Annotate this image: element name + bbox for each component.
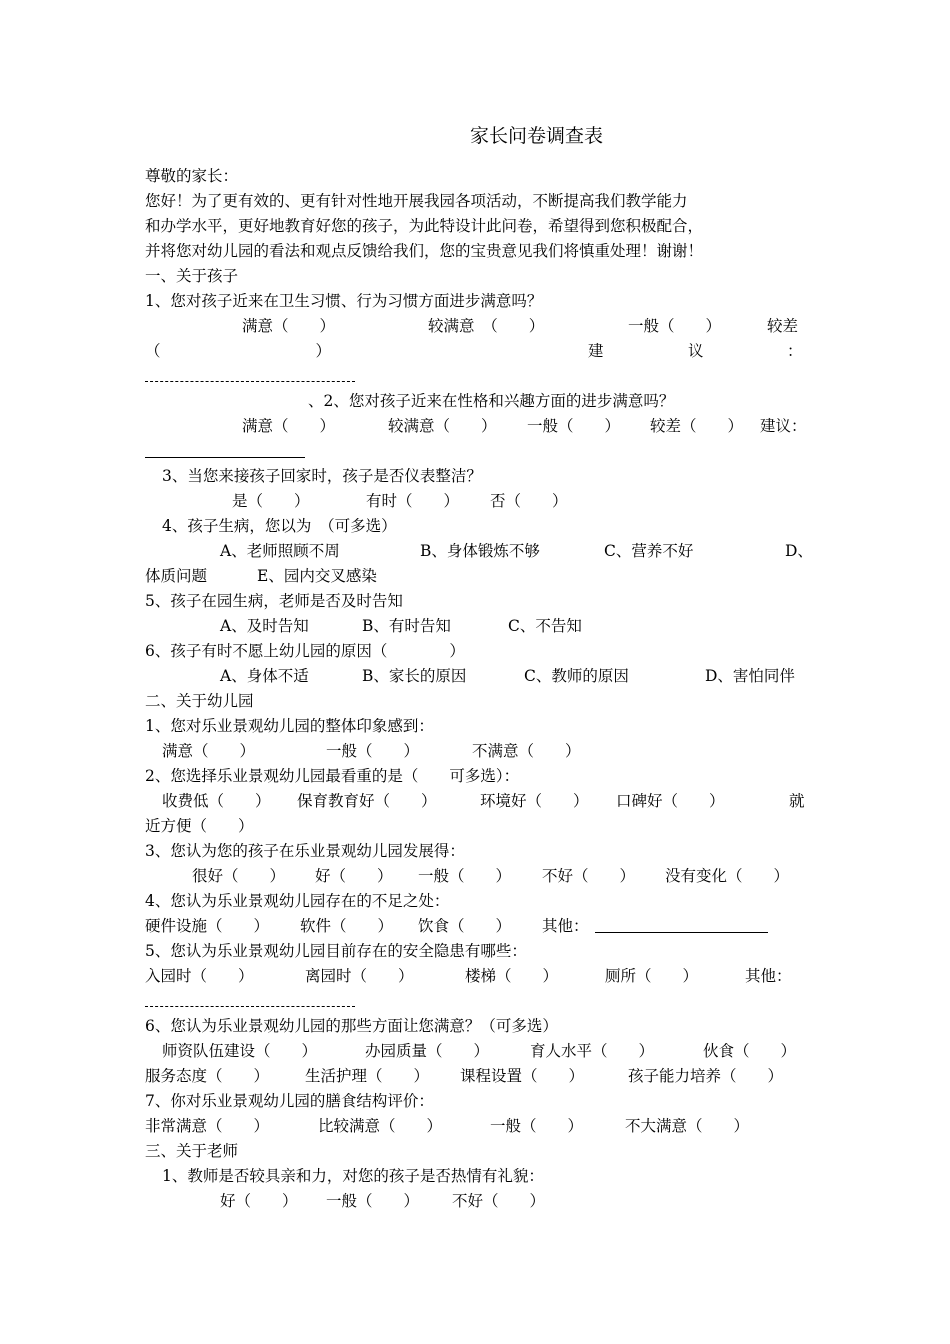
s2-q6-option[interactable]: 办园质量（ ） (365, 1042, 490, 1060)
section-1-heading: 一、关于孩子 (145, 267, 239, 285)
s2-q2-text: 2、您选择乐业景观幼儿园最看重的是（ 可多选）： (145, 767, 520, 785)
s2-q3-option[interactable]: 不好（ ） (542, 867, 636, 885)
s3-q1-option[interactable]: 一般（ ） (326, 1192, 420, 1210)
s1-q1-suggestion-line[interactable] (145, 381, 355, 382)
s1-q3-option[interactable]: 否（ ） (490, 492, 568, 510)
s2-q1-option[interactable]: 满意（ ） (162, 742, 256, 760)
s1-q6-option[interactable]: B、家长的原因 (362, 667, 467, 685)
s2-q5-other-label: 其他： (745, 967, 792, 985)
s2-q1-text: 1、您对乐业景观幼儿园的整体印象感到： (145, 717, 434, 735)
s1-q6-option[interactable]: A、身体不适 (220, 667, 309, 685)
s2-q2-option[interactable]: 环境好（ ） (480, 792, 589, 810)
s2-q6-option[interactable]: 伙食（ ） (703, 1042, 797, 1060)
s1-q2-option[interactable]: 一般（ ） (527, 417, 621, 435)
s2-q2-option[interactable]: 保育教育好（ ） (297, 792, 437, 810)
s1-q1-option[interactable]: 较满意 （ ） (428, 317, 545, 335)
s2-q2-option[interactable]: 就 (789, 792, 805, 810)
s3-q1-option[interactable]: 不好（ ） (452, 1192, 546, 1210)
s1-q4-option[interactable]: A、老师照顾不周 (220, 542, 340, 560)
s1-q5-option[interactable]: C、不告知 (508, 617, 582, 635)
s1-q1-text: 1、您对孩子近来在卫生习惯、行为习惯方面进步满意吗？ (145, 292, 543, 310)
s2-q5-other-line[interactable] (145, 1006, 355, 1007)
s2-q6-text: 6、您认为乐业景观幼儿园的那些方面让您满意？（可多选） (145, 1017, 558, 1035)
s2-q4-option[interactable]: 软件（ ） (300, 917, 394, 935)
s1-q2-option[interactable]: 较满意（ ） (388, 417, 497, 435)
s1-q1-suggestion-label: 建 (588, 342, 604, 360)
s1-q1-option[interactable]: 满意（ ） (242, 317, 336, 335)
s2-q5-option[interactable]: 厕所（ ） (605, 967, 699, 985)
s2-q2-option[interactable]: 收费低（ ） (162, 792, 271, 810)
s1-q4-option[interactable]: E、园内交叉感染 (257, 567, 377, 585)
s2-q7-text: 7、你对乐业景观幼儿园的膳食结构评价： (145, 1092, 434, 1110)
s2-q6-option[interactable]: 课程设置（ ） (460, 1067, 585, 1085)
s1-q6-text: 6、孩子有时不愿上幼儿园的原因（ ） (145, 642, 465, 660)
s2-q3-option[interactable]: 一般（ ） (418, 867, 512, 885)
intro-line-2: 和办学水平，更好地教育好您的孩子，为此特设计此问卷，希望得到您积极配合， (145, 217, 704, 235)
s1-q6-option[interactable]: D、害怕同伴 (705, 667, 795, 685)
s1-q2-option[interactable]: 较差（ ） (650, 417, 744, 435)
s2-q6-option[interactable]: 生活护理（ ） (305, 1067, 430, 1085)
s2-q3-option[interactable]: 没有变化（ ） (665, 867, 790, 885)
s2-q7-option[interactable]: 不大满意（ ） (625, 1117, 750, 1135)
s1-q3-option[interactable]: 是（ ） (232, 492, 310, 510)
s3-q1-option[interactable]: 好（ ） (220, 1192, 298, 1210)
s2-q7-option[interactable]: 一般（ ） (490, 1117, 584, 1135)
s3-q1-text: 1、教师是否较具亲和力，对您的孩子是否热情有礼貌： (162, 1167, 544, 1185)
s1-q6-option[interactable]: C、教师的原因 (524, 667, 629, 685)
page-title: 家长问卷调查表 (470, 125, 604, 147)
s1-q5-option[interactable]: A、及时告知 (220, 617, 309, 635)
s1-q1-option[interactable]: 较差 (767, 317, 799, 335)
s1-q4-option[interactable]: C、营养不好 (604, 542, 694, 560)
s1-q2-suggestion-line[interactable] (145, 457, 305, 458)
s2-q5-option[interactable]: 入园时（ ） (145, 967, 254, 985)
s1-q1-suggestion-label: 议 (688, 342, 704, 360)
s1-q4-text: 4、孩子生病，您以为 （可多选） (162, 517, 397, 535)
s2-q6-option[interactable]: 孩子能力培养（ ） (628, 1067, 784, 1085)
s2-q6-option[interactable]: 服务态度（ ） (145, 1067, 270, 1085)
s2-q1-option[interactable]: 一般（ ） (326, 742, 420, 760)
s2-q6-option[interactable]: 育人水平（ ） (530, 1042, 655, 1060)
s2-q4-other-label: 其他： (542, 917, 589, 935)
s1-q2-option[interactable]: 满意（ ） (242, 417, 336, 435)
s1-q3-text: 3、当您来接孩子回家时，孩子是否仪表整洁？ (162, 467, 482, 485)
intro-line-3: 并将您对幼儿园的看法和观点反馈给我们，您的宝贵意见我们将慎重处理！谢谢！ (145, 242, 704, 260)
s2-q6-option[interactable]: 师资队伍建设（ ） (162, 1042, 318, 1060)
s2-q4-option[interactable]: 硬件设施（ ） (145, 917, 270, 935)
s2-q3-option[interactable]: 很好（ ） (192, 867, 286, 885)
s1-q5-option[interactable]: B、有时告知 (362, 617, 451, 635)
greeting: 尊敬的家长： (145, 167, 239, 185)
section-2-heading: 二、关于幼儿园 (145, 692, 254, 710)
s1-q2-suggestion-label: 建议： (760, 417, 807, 435)
s2-q5-option[interactable]: 离园时（ ） (305, 967, 414, 985)
s1-q2-text: 、2、您对孩子近来在性格和兴趣方面的进步满意吗？ (308, 392, 675, 410)
section-3-heading: 三、关于老师 (145, 1142, 239, 1160)
s2-q2-option[interactable]: 近方便（ ） (145, 817, 254, 835)
s2-q4-option[interactable]: 饮食（ ） (418, 917, 512, 935)
s2-q1-option[interactable]: 不满意（ ） (472, 742, 581, 760)
s1-q4-option[interactable]: D、 (785, 542, 813, 560)
s1-q5-text: 5、孩子在园生病，老师是否及时告知 (145, 592, 403, 610)
s2-q5-text: 5、您认为乐业景观幼儿园目前存在的安全隐患有哪些： (145, 942, 527, 960)
s2-q5-option[interactable]: 楼梯（ ） (465, 967, 559, 985)
s1-q4-option[interactable]: 体质问题 (145, 567, 208, 585)
s2-q2-option[interactable]: 口碑好（ ） (616, 792, 725, 810)
s1-q1-suggestion-label: ： (787, 342, 803, 360)
s1-q1-option[interactable]: 一般（ ） (628, 317, 722, 335)
s2-q7-option[interactable]: 比较满意（ ） (318, 1117, 443, 1135)
s1-q1-paren[interactable]: （ ） (145, 342, 332, 360)
intro-line-1: 您好！为了更有效的、更有针对性地开展我园各项活动，不断提高我们教学能力 (145, 192, 688, 210)
s2-q4-text: 4、您认为乐业景观幼儿园存在的不足之处： (145, 892, 450, 910)
s1-q4-option[interactable]: B、身体锻炼不够 (420, 542, 540, 560)
s2-q7-option[interactable]: 非常满意（ ） (145, 1117, 270, 1135)
s2-q4-other-line[interactable] (595, 932, 768, 933)
s1-q3-option[interactable]: 有时（ ） (366, 492, 460, 510)
s2-q3-option[interactable]: 好（ ） (315, 867, 393, 885)
s2-q3-text: 3、您认为您的孩子在乐业景观幼儿园发展得： (145, 842, 465, 860)
